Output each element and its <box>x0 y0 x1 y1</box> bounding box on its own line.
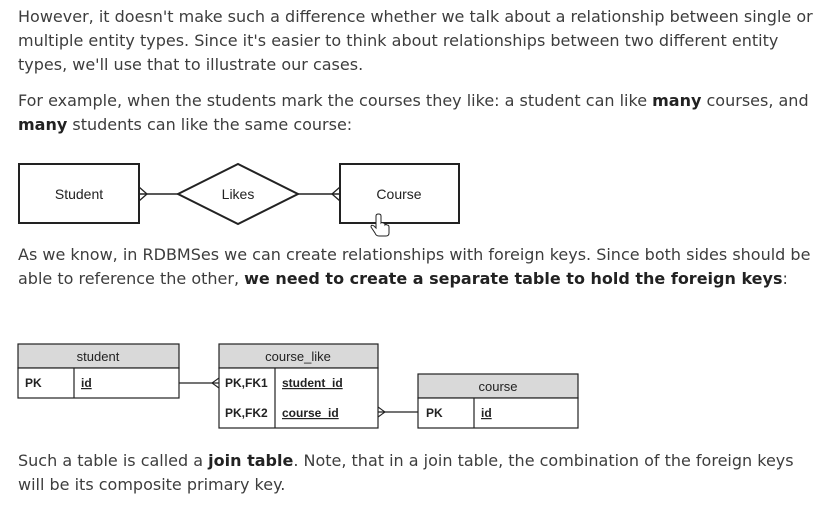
paragraph-example-text-1: For example, when the students mark the courses they like: a student can like <box>18 91 653 110</box>
paragraph-example-text-2: courses, and <box>701 91 809 110</box>
table-course-like-title: course_like <box>265 349 331 364</box>
table-course <box>418 374 578 428</box>
table-student <box>18 344 179 398</box>
table-course-key: PK <box>426 406 443 420</box>
table-course-like-key-2: PK,FK2 <box>225 406 268 420</box>
table-course-like-key-1: PK,FK1 <box>225 376 268 390</box>
paragraph-join-text-2: . Note, that in a join table, the combination of the foreign keys will be its composite primary key. <box>18 451 794 494</box>
bold-many-1: many <box>652 91 702 110</box>
bold-separate-table: we need to create a separate table to hold the foreign keys <box>244 269 783 288</box>
table-student-key: PK <box>25 376 42 390</box>
entity-course-label: Course <box>376 186 422 202</box>
table-course-like-field-1: student_id <box>282 376 343 390</box>
paragraph-join-table <box>18 449 818 497</box>
paragraph-intro: However, it doesn't make such a difference whether we talk about a relationship between single or multiple entity types. Since it's easier to think about relationships between two different entity types, we'll use that to illustrate our cases. <box>18 7 813 74</box>
paragraph-join-text-1: Such a table is called a <box>18 451 209 470</box>
table-course-field: id <box>481 406 492 420</box>
bold-many-2: many <box>18 115 68 134</box>
bold-join-table: join table <box>208 451 294 470</box>
entity-student-label: Student <box>54 186 104 202</box>
table-course-title: course <box>478 379 518 394</box>
paragraph-example-text-3: students can like the same course: <box>67 115 353 134</box>
table-course-like-field-2: course_id <box>282 406 339 420</box>
relationship-likes-label: Likes <box>221 186 255 202</box>
table-student-field: id <box>81 376 92 390</box>
paragraph-fk-text-2: : <box>782 269 788 288</box>
paragraph-fk-text-1: As we know, in RDBMSes we can create relationships with foreign keys. Since both sides should be able to reference the other, <box>18 245 811 288</box>
table-course-like <box>219 344 378 428</box>
table-student-title: student <box>76 349 120 364</box>
